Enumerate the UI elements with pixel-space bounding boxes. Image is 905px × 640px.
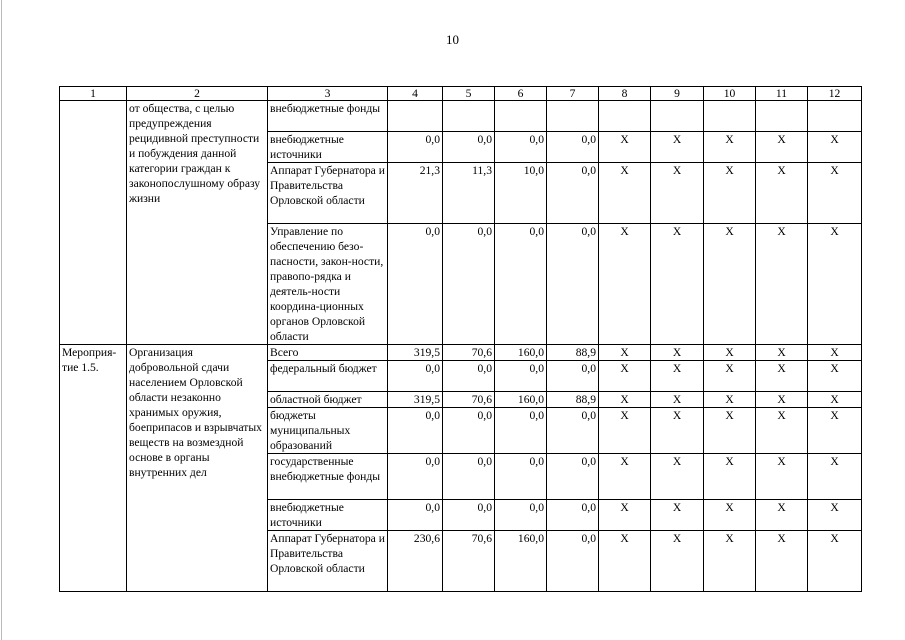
value-cell: 0,0: [388, 132, 443, 163]
value-cell: 0,0: [443, 132, 495, 163]
value-cell: X: [808, 408, 862, 454]
funding-source-cell: бюджеты муниципальных образований: [268, 408, 388, 454]
funding-source-cell: Всего: [268, 345, 388, 361]
column-number: 4: [388, 87, 443, 101]
column-number: 8: [599, 87, 651, 101]
value-cell: 88,9: [547, 345, 599, 361]
value-cell: [443, 101, 495, 132]
activity-number-cell: Мероприя-тие 1.5.: [60, 345, 127, 592]
value-cell: X: [704, 500, 756, 531]
value-cell: 230,6: [388, 531, 443, 592]
value-cell: 0,0: [443, 454, 495, 500]
value-cell: [756, 101, 808, 132]
value-cell: [388, 101, 443, 132]
value-cell: X: [704, 345, 756, 361]
value-cell: X: [756, 454, 808, 500]
column-number: 1: [60, 87, 127, 101]
value-cell: 88,9: [547, 392, 599, 408]
value-cell: X: [599, 163, 651, 224]
value-cell: X: [704, 361, 756, 392]
value-cell: X: [756, 361, 808, 392]
value-cell: 0,0: [547, 361, 599, 392]
value-cell: X: [756, 392, 808, 408]
value-cell: 70,6: [443, 531, 495, 592]
value-cell: X: [651, 454, 704, 500]
value-cell: 11,3: [443, 163, 495, 224]
value-cell: X: [704, 163, 756, 224]
value-cell: X: [756, 531, 808, 592]
value-cell: X: [599, 408, 651, 454]
value-cell: 0,0: [495, 500, 547, 531]
column-number: 3: [268, 87, 388, 101]
value-cell: X: [651, 345, 704, 361]
value-cell: X: [808, 224, 862, 345]
value-cell: X: [651, 163, 704, 224]
value-cell: X: [651, 500, 704, 531]
value-cell: X: [756, 163, 808, 224]
value-cell: 0,0: [547, 408, 599, 454]
column-number: 6: [495, 87, 547, 101]
value-cell: X: [808, 392, 862, 408]
funding-source-cell: Аппарат Губернатора и Правительства Орловской области: [268, 531, 388, 592]
value-cell: 0,0: [495, 224, 547, 345]
value-cell: X: [651, 392, 704, 408]
value-cell: X: [704, 224, 756, 345]
column-number-row: [60, 87, 862, 101]
value-cell: [808, 101, 862, 132]
value-cell: X: [808, 500, 862, 531]
value-cell: X: [651, 224, 704, 345]
funding-source-cell: Аппарат Губернатора и Правительства Орловской области: [268, 163, 388, 224]
value-cell: 0,0: [495, 132, 547, 163]
value-cell: 0,0: [495, 454, 547, 500]
value-cell: X: [599, 392, 651, 408]
value-cell: X: [756, 408, 808, 454]
column-number: 10: [704, 87, 756, 101]
column-number: 9: [651, 87, 704, 101]
value-cell: X: [808, 163, 862, 224]
value-cell: X: [599, 361, 651, 392]
value-cell: [704, 101, 756, 132]
value-cell: X: [599, 531, 651, 592]
value-cell: [547, 101, 599, 132]
value-cell: [495, 101, 547, 132]
funding-source-cell: внебюджетные источники: [268, 132, 388, 163]
activity-number-cell: [60, 101, 127, 345]
value-cell: X: [651, 361, 704, 392]
column-number: 7: [547, 87, 599, 101]
value-cell: X: [704, 454, 756, 500]
value-cell: X: [808, 454, 862, 500]
value-cell: 0,0: [388, 361, 443, 392]
funding-source-cell: областной бюджет: [268, 392, 388, 408]
column-number: 2: [127, 87, 268, 101]
value-cell: X: [704, 392, 756, 408]
value-cell: X: [704, 531, 756, 592]
activity-description-cell: от общества, с целью предупреждения рецидивной преступности и побуждения данной категории граждан к законопослушному образу жизни: [127, 101, 268, 345]
value-cell: 70,6: [443, 392, 495, 408]
value-cell: X: [808, 361, 862, 392]
value-cell: X: [808, 531, 862, 592]
value-cell: 0,0: [495, 408, 547, 454]
value-cell: 0,0: [443, 224, 495, 345]
table-row: [60, 345, 862, 361]
column-number: 12: [808, 87, 862, 101]
value-cell: X: [808, 345, 862, 361]
value-cell: X: [704, 408, 756, 454]
scan-edge-line: [1, 0, 2, 640]
value-cell: 319,5: [388, 392, 443, 408]
funding-source-cell: внебюджетные фонды: [268, 101, 388, 132]
value-cell: 0,0: [388, 500, 443, 531]
value-cell: 0,0: [547, 224, 599, 345]
value-cell: X: [599, 454, 651, 500]
table-row: [60, 101, 862, 132]
value-cell: 0,0: [547, 132, 599, 163]
funding-source-cell: Управление по обеспечению безо-пасности, закон-ности, правопо-рядка и деятель-ности координа-ционных органов Орловской области: [268, 224, 388, 345]
value-cell: [651, 101, 704, 132]
value-cell: 0,0: [443, 500, 495, 531]
value-cell: 0,0: [547, 454, 599, 500]
value-cell: X: [599, 224, 651, 345]
value-cell: X: [704, 132, 756, 163]
value-cell: 160,0: [495, 392, 547, 408]
activity-description-cell: Организация добровольной сдачи населением Орловской области незаконно хранимых оружия, боеприпасов и взрывчатых веществ на возмездной основе в органы внутренних дел: [127, 345, 268, 592]
value-cell: [599, 101, 651, 132]
value-cell: 0,0: [495, 361, 547, 392]
value-cell: 0,0: [547, 500, 599, 531]
value-cell: X: [599, 132, 651, 163]
value-cell: 21,3: [388, 163, 443, 224]
value-cell: 0,0: [547, 163, 599, 224]
value-cell: 0,0: [388, 454, 443, 500]
value-cell: 0,0: [443, 408, 495, 454]
value-cell: 319,5: [388, 345, 443, 361]
value-cell: X: [756, 500, 808, 531]
funding-source-cell: государственные внебюджетные фонды: [268, 454, 388, 500]
value-cell: X: [599, 345, 651, 361]
funding-source-cell: федеральный бюджет: [268, 361, 388, 392]
value-cell: 160,0: [495, 345, 547, 361]
value-cell: X: [756, 132, 808, 163]
column-number: 5: [443, 87, 495, 101]
page-number: 10: [446, 32, 459, 47]
value-cell: X: [808, 132, 862, 163]
funding-source-cell: внебюджетные источники: [268, 500, 388, 531]
value-cell: X: [651, 408, 704, 454]
value-cell: X: [756, 345, 808, 361]
budget-table: [59, 86, 862, 592]
value-cell: 0,0: [388, 224, 443, 345]
value-cell: X: [756, 224, 808, 345]
value-cell: 0,0: [388, 408, 443, 454]
value-cell: X: [651, 531, 704, 592]
value-cell: X: [599, 500, 651, 531]
column-number: 11: [756, 87, 808, 101]
value-cell: 160,0: [495, 531, 547, 592]
value-cell: 70,6: [443, 345, 495, 361]
value-cell: X: [651, 132, 704, 163]
value-cell: 0,0: [443, 361, 495, 392]
value-cell: 0,0: [547, 531, 599, 592]
value-cell: 10,0: [495, 163, 547, 224]
